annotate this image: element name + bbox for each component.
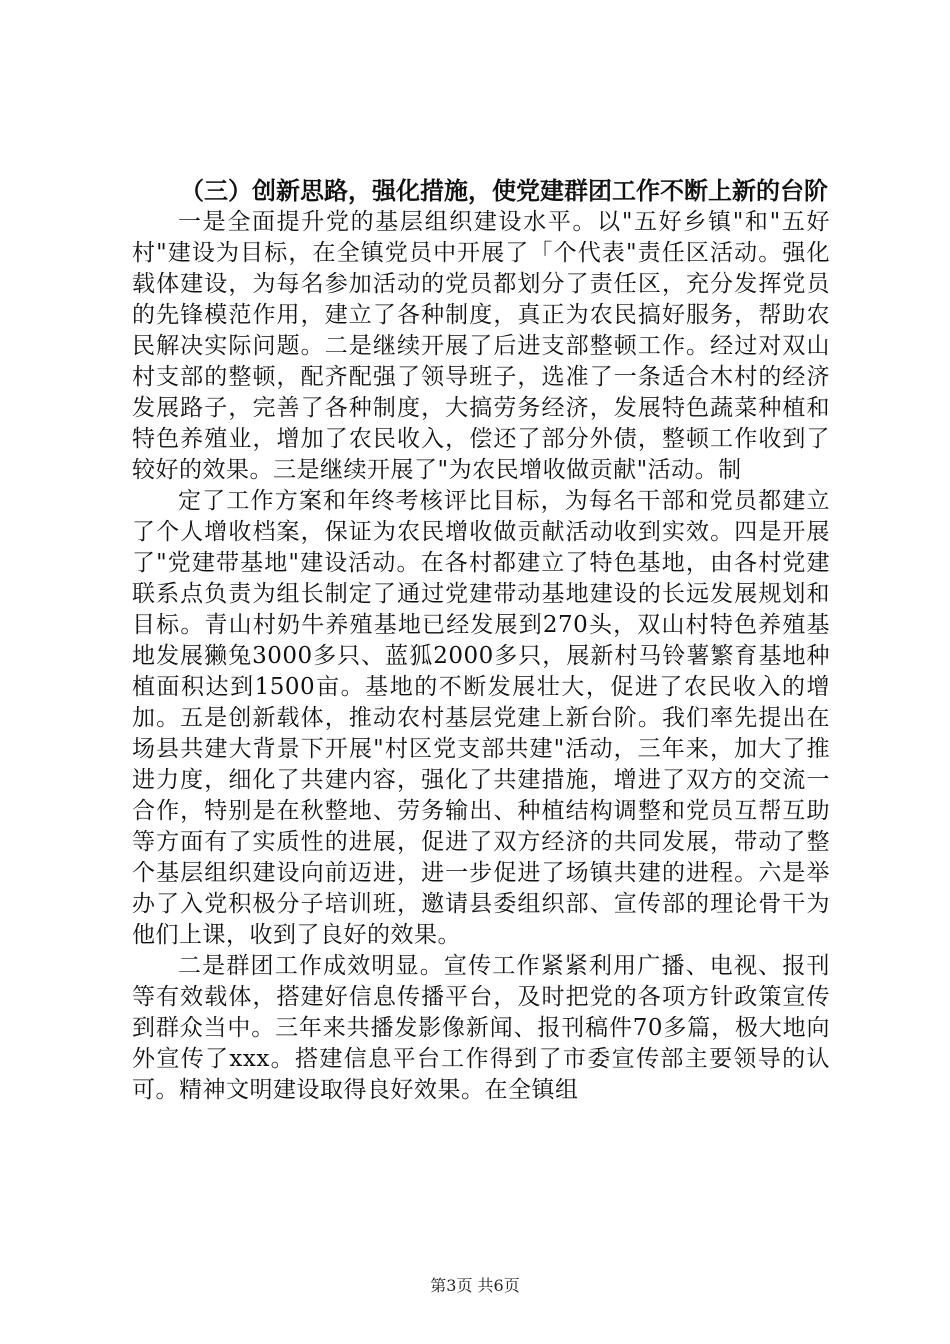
page-footer: 第3页 共6页 — [430, 1276, 520, 1295]
paragraph-2: 定了工作方案和年终考核评比目标，为每名干部和党员都建立了个人增收档案，保证为农民增收做贡献活动收到实效。四是开展了"党建带基地"建设活动。在各村都建立了特色基地，由各村党建联系点负责为组长制定了通过党建带动基地建设的长远发展规划和目标。青山村奶牛养殖基地已经发展到270头，双山村特色养殖基地发展獭兔3000多只、蓝狐2000多只，展新村马铃薯繁育基地种植面积达到1500亩。基地的不断发展壮大，促进了农民收入的增加。五是创新载体，推动农村基层党建上新台阶。我们率先提出在场县共建大背景下开展"村区党支部共建"活动，三年来，加大了推进力度，细化了共建内容，强化了共建措施，增进了双方的交流一合作，特别是在秋整地、劳务输出、种植结构调整和党员互帮互助等方面有了实质性的进展，促进了双方经济的共同发展，带动了整个基层组织建设向前迈进，进一步促进了场镇共建的进程。六是举办了入党积极分子培训班，邀请县委组织部、宣传部的理论骨干为他们上课，收到了良好的效果。 — [132, 488, 830, 948]
document-body — [132, 176, 830, 1106]
paragraph-3: 二是群团工作成效明显。宣传工作紧紧利用广播、电视、报刊等有效载体，搭建好信息传播平台，及时把党的各项方针政策宣传到群众当中。三年来共播发影像新闻、报刊稿件70多篇，极大地向外宣传了xxx。搭建信息平台工作得到了市委宣传部主要领导的认可。精神文明建设取得良好效果。在全镇组 — [132, 953, 830, 1103]
paragraph-1: 一是全面提升党的基层组织建设水平。以"五好乡镇"和"五好村"建设为目标，在全镇党员中开展了「个代表"责任区活动。强化载体建设，为每名参加活动的党员都划分了责任区，充分发挥党员的先锋模范作用，建立了各种制度，真正为农民搞好服务，帮助农民解决实际问题。二是继续开展了后进支部整顿工作。经过对双山村支部的整顿，配齐配强了领导班子，选准了一条适合木村的经济发展路子，完善了各种制度，大搞劳务经济，发展特色蔬菜种植和特色养殖业，增加了农民收入，偿还了部分外债，整顿工作收到了较好的效果。三是继续开展了"为农民增收做贡献"活动。制 — [132, 209, 830, 483]
section-heading: （三）创新思路，强化措施，使党建群团工作不断上新的台阶 — [180, 177, 828, 205]
